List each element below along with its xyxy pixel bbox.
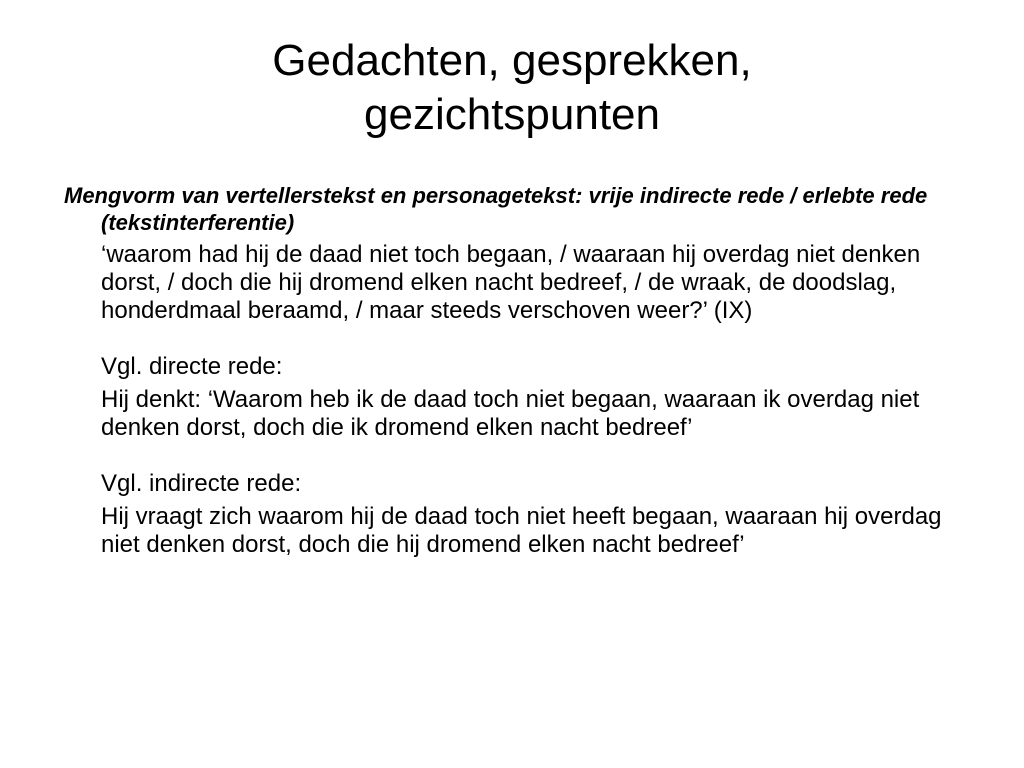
slide-title-line-2: gezichtspunten [364, 90, 660, 139]
direct-speech-label: Vgl. directe rede: [101, 353, 283, 380]
indirect-speech-label: Vgl. indirecte rede: [101, 470, 302, 497]
intro-heading: Mengvorm van vertellerstekst en personagetekst: vrije indirecte rede / erlebte rede (tekstinterferentie) [64, 183, 928, 235]
direct-speech-text: Hij denkt: ‘Waarom heb ik de daad toch niet begaan, waaraan ik overdag niet denken dorst, doch die ik dromend elken nacht bedreef’ [101, 386, 920, 441]
slide-body [64, 182, 964, 559]
slide-title-line-1: Gedachten, gesprekken, [272, 36, 752, 85]
quote-paragraph: ‘waarom had hij de daad niet toch begaan, / waaraan hij overdag niet denken dorst, / doch die hij dromend elken nacht bedreef, / de wraak, de doodslag, honderdmaal beraamd, / maar steeds verschoven weer?’ (IX) [101, 241, 921, 324]
slide-title [60, 34, 964, 142]
indirect-speech-text: Hij vraagt zich waarom hij de daad toch niet heeft begaan, waaraan hij overdag niet denken dorst, doch die hij dromend elken nacht bedreef’ [101, 503, 942, 558]
